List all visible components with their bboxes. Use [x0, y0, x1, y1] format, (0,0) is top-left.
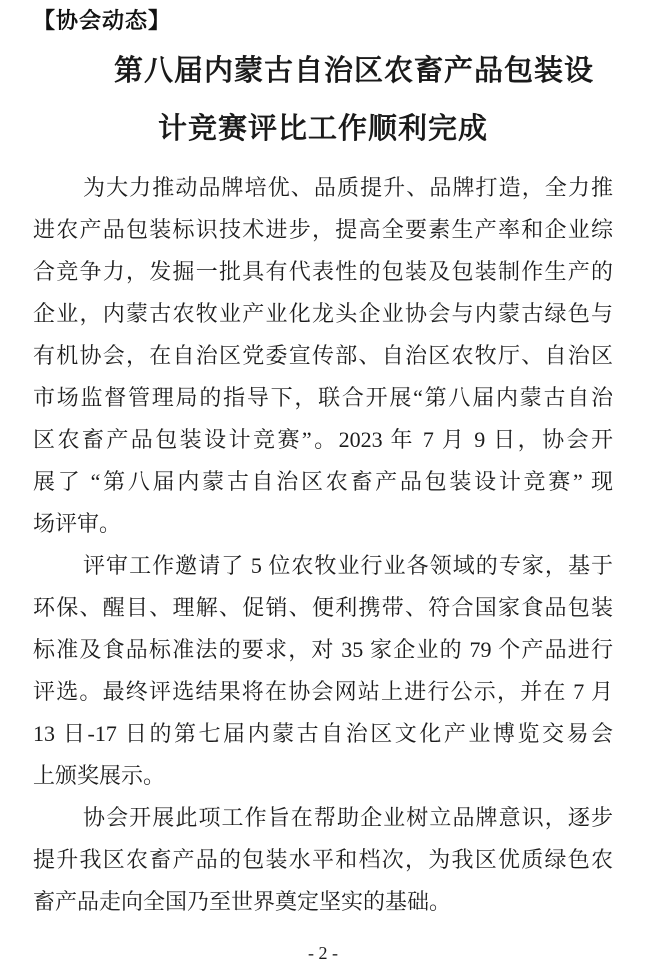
body-line: 提升我区农畜产品的包装水平和档次，为我区优质绿色农 [33, 847, 613, 872]
body-line: 企业，内蒙古农牧业产业化龙头企业协会与内蒙古绿色与 [33, 301, 613, 326]
paragraph [33, 797, 613, 923]
title-line-2: 计竞赛评比工作顺利完成 [157, 113, 488, 145]
body-line: 展了 “第八届内蒙古自治区农畜产品包装设计竞赛” 现 [33, 469, 613, 494]
body-line: 评审工作邀请了 5 位农牧业行业各领域的专家，基于 [83, 553, 613, 578]
body-line: 场评审。 [33, 511, 122, 536]
title-line-1: 第八届内蒙古自治区农畜产品包装设 [113, 55, 594, 87]
body-line: 进农产品包装标识技术进步，提高全要素生产率和企业综 [33, 217, 613, 242]
section-tag: 【协会动态】 [33, 8, 172, 33]
paragraph [33, 167, 613, 545]
body-line: 区农畜产品包装设计竞赛”。2023 年 7 月 9 日，协会开 [33, 427, 613, 452]
page-number: - 2 - [308, 943, 338, 963]
body-line: 环保、醒目、理解、促销、便利携带、符合国家食品包装 [33, 595, 613, 620]
body-line: 上颁奖展示。 [33, 763, 166, 788]
document-body [33, 167, 613, 923]
paragraph [33, 545, 613, 797]
body-line: 有机协会，在自治区党委宣传部、自治区农牧厅、自治区 [33, 343, 613, 368]
document-title [33, 42, 613, 158]
body-line: 协会开展此项工作旨在帮助企业树立品牌意识，逐步 [83, 805, 613, 830]
body-line: 合竞争力，发掘一批具有代表性的包装及包装制作生产的 [33, 259, 613, 284]
body-line: 市场监督管理局的指导下，联合开展“第八届内蒙古自治 [33, 385, 613, 410]
body-line: 标准及食品标准法的要求，对 35 家企业的 79 个产品进行 [33, 637, 613, 662]
body-line: 为大力推动品牌培优、品质提升、品牌打造，全力推 [83, 175, 613, 200]
body-line: 评选。最终评选结果将在协会网站上进行公示，并在 7 月 [33, 679, 613, 704]
body-line: 13 日-17 日的第七届内蒙古自治区文化产业博览交易会 [33, 721, 613, 746]
body-line: 畜产品走向全国乃至世界奠定坚实的基础。 [33, 889, 452, 914]
